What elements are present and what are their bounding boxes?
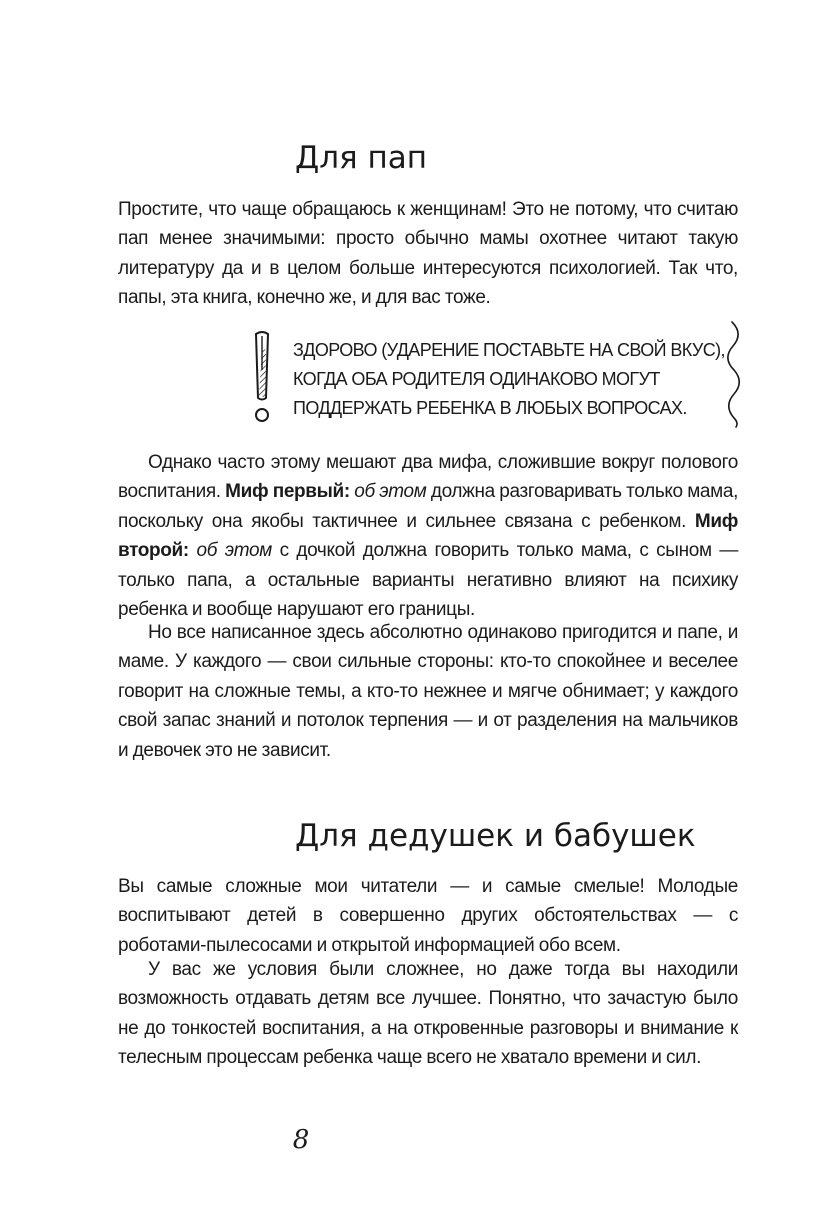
callout-line-1: ЗДОРОВО (УДАРЕНИЕ ПОСТАВЬТЕ НА СВОЙ ВКУС),: [293, 340, 725, 360]
myths-paragraph: [118, 448, 738, 624]
grandparents-body-paragraph: У вас же условия были сложнее, но даже тогда вы находили возможность отдавать детям все лучшее. Понятно, что зачастую было не до тонкостей воспитания, а на откровенные разговоры и внимание к телесным процессам ребенка чаще всего не хватало времени и сил.: [118, 959, 738, 1069]
myths-text-1: Однако часто этому мешают два мифа, сложившие вокруг полового воспитания.: [118, 452, 738, 503]
myth-one-emphasis: об этом: [349, 481, 427, 503]
dads-intro-paragraph: Простите, что чаще обращаюсь к женщинам! Это не потому, что считаю пап менее значимыми: просто обычно мамы охотнее читают такую литературу да и в целом больше интересуются психологией. Так что, папы, эта книга, конечно же, и для вас тоже.: [118, 199, 738, 309]
myth-two-emphasis: об этом: [188, 540, 272, 562]
myth-two-label: Миф второй:: [118, 510, 738, 562]
myths-text-2: должна разговаривать только мама, поскольку она якобы тактичнее и сильнее связана с ребенком.: [118, 481, 738, 532]
section-heading-grandparents: Для дедушек и бабушек: [295, 818, 696, 854]
callout-line-3: ПОДДЕРЖАТЬ РЕБЕНКА В ЛЮБЫХ ВОПРОСАХ.: [293, 398, 687, 418]
grandparents-intro-paragraph: Вы самые сложные мои читатели — и самые смелые! Молодые воспитывают детей в совершенно других обстоятельствах — с роботами-пылесосами и открытой информацией обо всем.: [118, 876, 738, 956]
callout-line-2: КОГДА ОБА РОДИТЕЛЯ ОДИНАКОВО МОГУТ: [293, 369, 660, 389]
exclamation-mark-icon: [250, 330, 274, 426]
page-number: 8: [292, 1125, 310, 1155]
callout-note: [293, 336, 723, 423]
section-heading-dads: Для пап: [295, 140, 428, 176]
myth-one-label: Миф первый:: [225, 481, 350, 503]
myths-text-3: с дочкой должна говорить только мама, с сыном — только папа, а остальные варианты негативно влияют на психику ребенка и вообще нарушают его границы.: [118, 540, 738, 621]
squiggle-line-icon: [726, 320, 742, 428]
dads-closing-paragraph: Но все написанное здесь абсолютно одинаково пригодится и папе, и маме. У каждого — свои сильные стороны: кто-то спокойнее и веселее говорит на сложные темы, а кто-то нежнее и мягче обнимает; у каждого свой запас знаний и потолок терпения — и от разделения на мальчиков и девочек это не зависит.: [118, 622, 738, 761]
